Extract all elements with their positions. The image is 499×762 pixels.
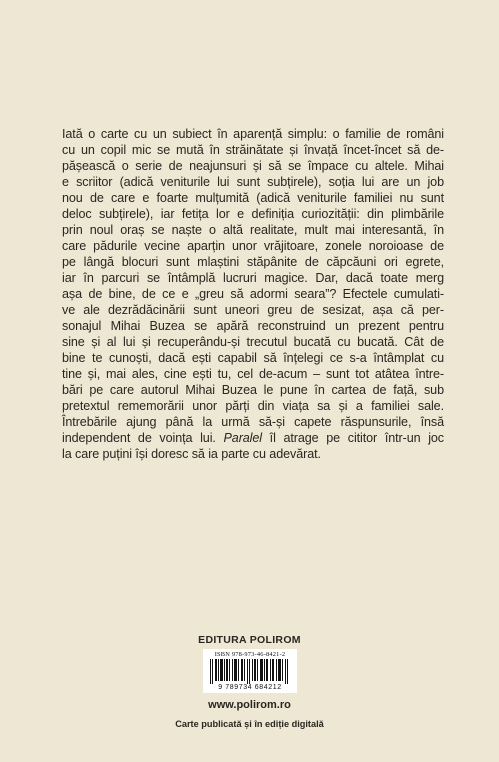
blurb-line: bări pe care autorul Mihai Buzea le pune în cartea de față, sub: [62, 383, 444, 397]
blurb-line: Întrebările ajung până la urmă să-și capete răspunsurile, însă: [62, 415, 444, 429]
blurb-line: ve ale dezrădăcinării sunt uneori greu de sesizat, așa că per-: [62, 303, 444, 317]
blurb-line: nou de care e foarte mulțumită (adică veniturile familiei nu sunt: [62, 191, 444, 205]
blurb-line: tine și, mai ales, cine ești tu, cel de-acum – sunt tot atâtea între-: [62, 367, 444, 381]
isbn-label: ISBN 978-973-46-8421-2: [214, 651, 286, 658]
blurb-text: [62, 126, 444, 462]
blurb-line: deloc subțirele), iar fetița lor e definiția curiozității: din plimbările: [62, 207, 444, 221]
digital-edition-note: Carte publicată și în ediție digitală: [175, 719, 324, 729]
blurb-line: bine te cunoști, dacă ești capabil să înțelegi ce s-a întâmplat cu: [62, 351, 444, 365]
blurb-line: sonajul Mihai Buzea se apără reconstruind un prezent pentru: [62, 319, 444, 333]
blurb-line: e scriitor (adică veniturile lui sunt subțirele), soția lui are un job: [62, 175, 444, 189]
barcode-bars: [208, 659, 292, 684]
blurb-line: așa de bine, de ce e „greu să adormi seara”? Efectele cumulati-: [62, 287, 444, 301]
blurb-line: care pădurile vecine aparțin unor vrăjitoare, zonele noroioase de: [62, 239, 444, 253]
publisher-website: www.polirom.ro: [208, 699, 291, 711]
blurb-line: pășească o serie de neajunsuri și să se împace cu altele. Mihai: [62, 159, 444, 173]
book-title-italic: Paralel: [223, 431, 262, 445]
blurb-line: pe lângă blocuri sunt mlaștini stăpânite de căpcăuni ori egrete,: [62, 255, 444, 269]
blurb-line: Iată o carte cu un subiect în aparență simplu: o familie de români: [62, 127, 444, 141]
isbn-barcode: [203, 649, 297, 693]
barcode-digits: 9 789734 684212: [218, 684, 282, 691]
blurb-text-pre: independent de voința lui.: [62, 431, 224, 445]
publisher-name: EDITURA POLIROM: [198, 634, 301, 646]
blurb-line: la care puțini își doresc să ia parte cu adevărat.: [62, 447, 321, 461]
blurb-text-post: îl atrage pe cititor într-un joc: [262, 431, 444, 445]
blurb-line: iar în parcuri se întâmplă lucruri magice. Dar, dacă toate merg: [62, 271, 444, 285]
blurb-line: prin noul oraș se naște o altă realitate, mult mai interesantă, în: [62, 223, 444, 237]
blurb-line: pretextul rememorării unor părți din viața sa și a familiei sale.: [62, 399, 444, 413]
blurb-line: cu un copil mic se mută în străinătate și învață încet-încet să de-: [62, 143, 444, 157]
blurb-line: [62, 430, 444, 446]
blurb-line: sine și al lui și recuperându-și trecutul bucată cu bucată. Cât de: [62, 335, 444, 349]
